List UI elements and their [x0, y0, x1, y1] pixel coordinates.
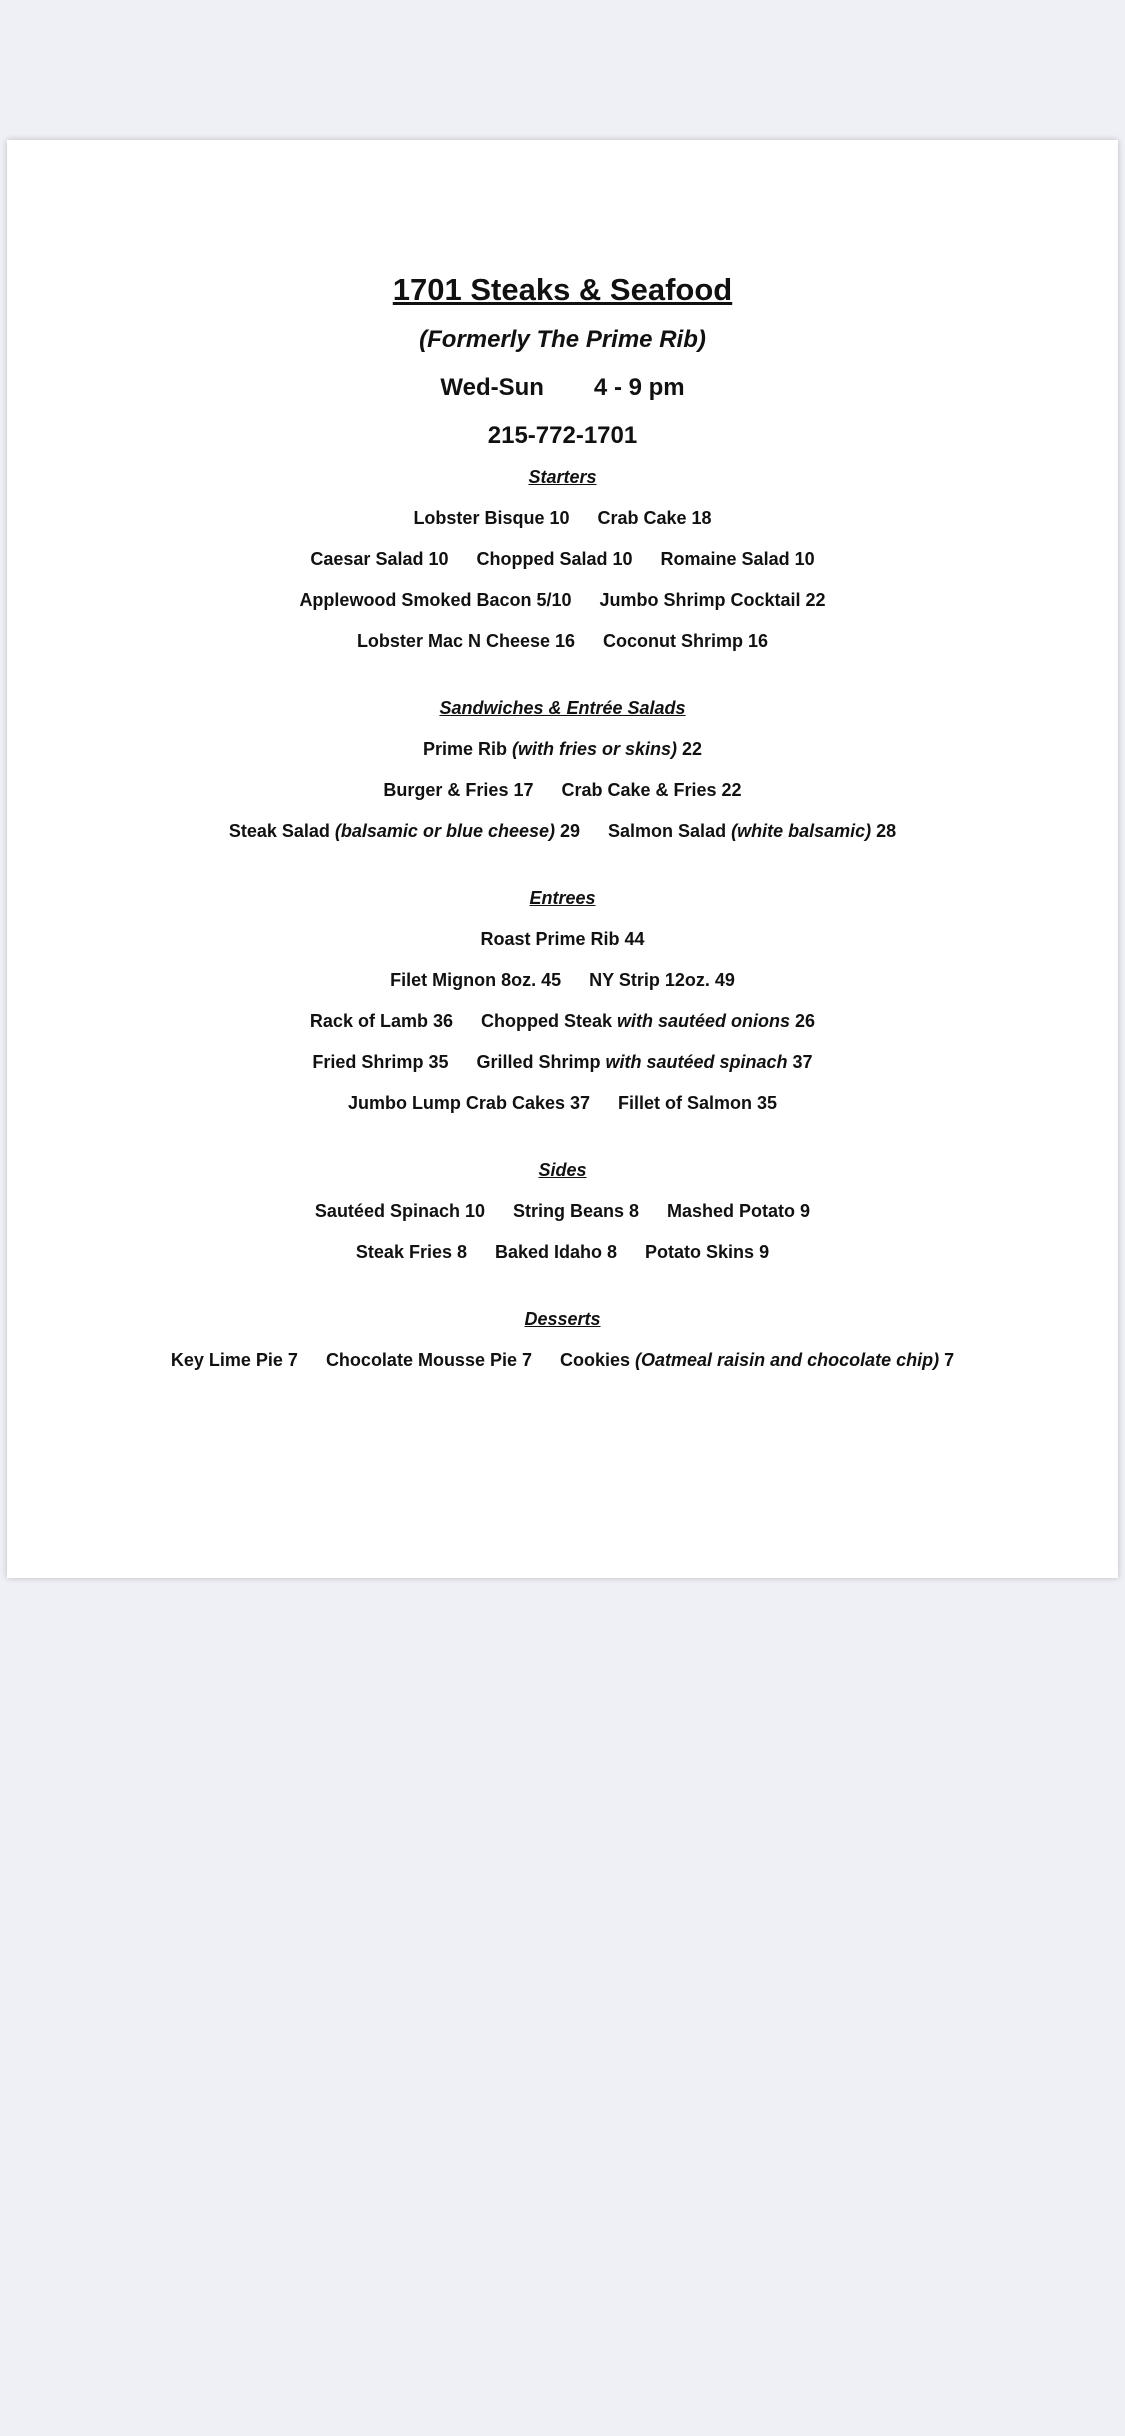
- menu-item-name: Caesar Salad 10: [310, 549, 449, 569]
- opening-hours: [7, 372, 1118, 404]
- menu-item-name: Salmon Salad: [608, 821, 732, 841]
- menu-item-name: Mashed Potato 9: [667, 1201, 811, 1221]
- menu-item-note: with sautéed spinach: [605, 1052, 788, 1072]
- menu-item: [600, 587, 826, 613]
- menu-row: [7, 1090, 1118, 1116]
- menu-item-name: Romaine Salad 10: [660, 549, 815, 569]
- menu-row: [7, 1049, 1118, 1075]
- menu-item: [597, 505, 711, 531]
- menu-item-name: Key Lime Pie 7: [170, 1350, 298, 1370]
- menu-item: [413, 505, 569, 531]
- menu-item-name: Jumbo Lump Crab Cakes 37: [347, 1093, 591, 1113]
- menu-row: [7, 967, 1118, 993]
- menu-item-name: String Beans 8: [512, 1201, 640, 1221]
- menu-item-name: Burger & Fries 17: [383, 780, 534, 800]
- menu-item-name: Rack of Lamb 36: [309, 1011, 453, 1031]
- menu-row: [7, 1198, 1118, 1224]
- menu-section: [7, 464, 1118, 654]
- menu-item: [608, 818, 896, 844]
- menu-item-name: NY Strip 12oz. 49: [589, 970, 735, 990]
- menu-row: [7, 736, 1118, 762]
- menu-item-note: with sautéed onions: [617, 1011, 791, 1031]
- menu-item: [299, 587, 571, 613]
- menu-item: [315, 1198, 485, 1224]
- menu-item-name: Prime Rib: [422, 739, 512, 759]
- menu-item: [171, 1347, 298, 1373]
- menu-item: [560, 1347, 954, 1373]
- menu-item: [480, 926, 644, 952]
- menu-item-price: 29: [555, 821, 581, 841]
- menu-item-note: (white balsamic): [731, 821, 872, 841]
- menu-item: [481, 1008, 815, 1034]
- section-title: Sandwiches & Entrée Salads: [439, 698, 686, 718]
- menu-item: [513, 1198, 639, 1224]
- menu-item-name: Steak Salad: [228, 821, 335, 841]
- menu-item-price: 28: [871, 821, 897, 841]
- menu-item: [356, 1239, 467, 1265]
- menu-section: [7, 1306, 1118, 1373]
- menu-sections: [7, 464, 1118, 1373]
- menu-item-name: Jumbo Shrimp Cocktail 22: [599, 590, 826, 610]
- menu-item: [310, 1008, 453, 1034]
- menu-row: [7, 1008, 1118, 1034]
- section-title: Starters: [528, 467, 597, 487]
- menu-item: [589, 967, 735, 993]
- menu-row: [7, 1239, 1118, 1265]
- menu-row: [7, 546, 1118, 572]
- menu-row: [7, 505, 1118, 531]
- menu-item: [310, 546, 448, 572]
- phone-number: 215-772-1701: [487, 422, 638, 449]
- menu-item: [476, 1049, 812, 1075]
- section-title: Sides: [538, 1160, 587, 1180]
- menu-item-name: Chopped Steak: [480, 1011, 618, 1031]
- menu-item: [667, 1198, 810, 1224]
- menu-item-name: Crab Cake & Fries 22: [561, 780, 742, 800]
- menu-item: [618, 1090, 777, 1116]
- menu-item-name: Lobster Bisque 10: [413, 508, 570, 528]
- menu-item: [390, 967, 561, 993]
- menu-row: [7, 926, 1118, 952]
- menu-item: [645, 1239, 769, 1265]
- menu-page: [7, 140, 1118, 1578]
- menu-item: [383, 777, 533, 803]
- menu-content: [7, 270, 1118, 1373]
- menu-item-name: Baked Idaho 8: [495, 1242, 618, 1262]
- menu-item: [229, 818, 580, 844]
- menu-section: [7, 1157, 1118, 1265]
- menu-item: [476, 546, 632, 572]
- menu-item-name: Applewood Smoked Bacon 5/10: [299, 590, 572, 610]
- opening-time: 4 - 9 pm: [593, 374, 685, 401]
- menu-item-name: Fried Shrimp 35: [312, 1052, 449, 1072]
- menu-row: [7, 628, 1118, 654]
- restaurant-title: 1701 Steaks & Seafood: [392, 272, 733, 307]
- menu-item-name: Sautéed Spinach 10: [314, 1201, 485, 1221]
- menu-item-note: (with fries or skins): [511, 739, 678, 759]
- menu-row: [7, 1347, 1118, 1373]
- menu-item-price: 26: [790, 1011, 816, 1031]
- menu-item: [561, 777, 741, 803]
- menu-item-price: 7: [939, 1350, 955, 1370]
- menu-item-name: Filet Mignon 8oz. 45: [390, 970, 562, 990]
- restaurant-subtitle: (Formerly The Prime Rib): [419, 326, 706, 353]
- menu-item: [423, 736, 702, 762]
- menu-item-name: Coconut Shrimp 16: [603, 631, 769, 651]
- menu-item-name: Potato Skins 9: [645, 1242, 770, 1262]
- menu-item: [312, 1049, 448, 1075]
- menu-item-price: 22: [677, 739, 703, 759]
- menu-item: [661, 546, 815, 572]
- menu-item-name: Grilled Shrimp: [476, 1052, 606, 1072]
- menu-item-note: (balsamic or blue cheese): [334, 821, 555, 841]
- menu-item: [495, 1239, 617, 1265]
- section-title: Desserts: [524, 1309, 601, 1329]
- menu-item-name: Lobster Mac N Cheese 16: [356, 631, 576, 651]
- menu-row: [7, 587, 1118, 613]
- menu-item-name: Crab Cake 18: [597, 508, 712, 528]
- menu-item: [357, 628, 575, 654]
- menu-item-name: Fillet of Salmon 35: [618, 1093, 778, 1113]
- opening-days: Wed-Sun: [440, 374, 544, 401]
- menu-item-price: 37: [787, 1052, 813, 1072]
- menu-item-name: Steak Fries 8: [355, 1242, 467, 1262]
- menu-row: [7, 818, 1118, 844]
- menu-section: [7, 695, 1118, 844]
- menu-section: [7, 885, 1118, 1116]
- menu-item: [326, 1347, 532, 1373]
- menu-item: [603, 628, 768, 654]
- menu-item-name: Chocolate Mousse Pie 7: [325, 1350, 532, 1370]
- menu-item: [348, 1090, 590, 1116]
- menu-item-name: Cookies: [560, 1350, 636, 1370]
- menu-row: [7, 777, 1118, 803]
- menu-item-name: Chopped Salad 10: [476, 549, 633, 569]
- menu-item-note: (Oatmeal raisin and chocolate chip): [635, 1350, 940, 1370]
- menu-item-name: Roast Prime Rib 44: [480, 929, 645, 949]
- section-title: Entrees: [529, 888, 596, 908]
